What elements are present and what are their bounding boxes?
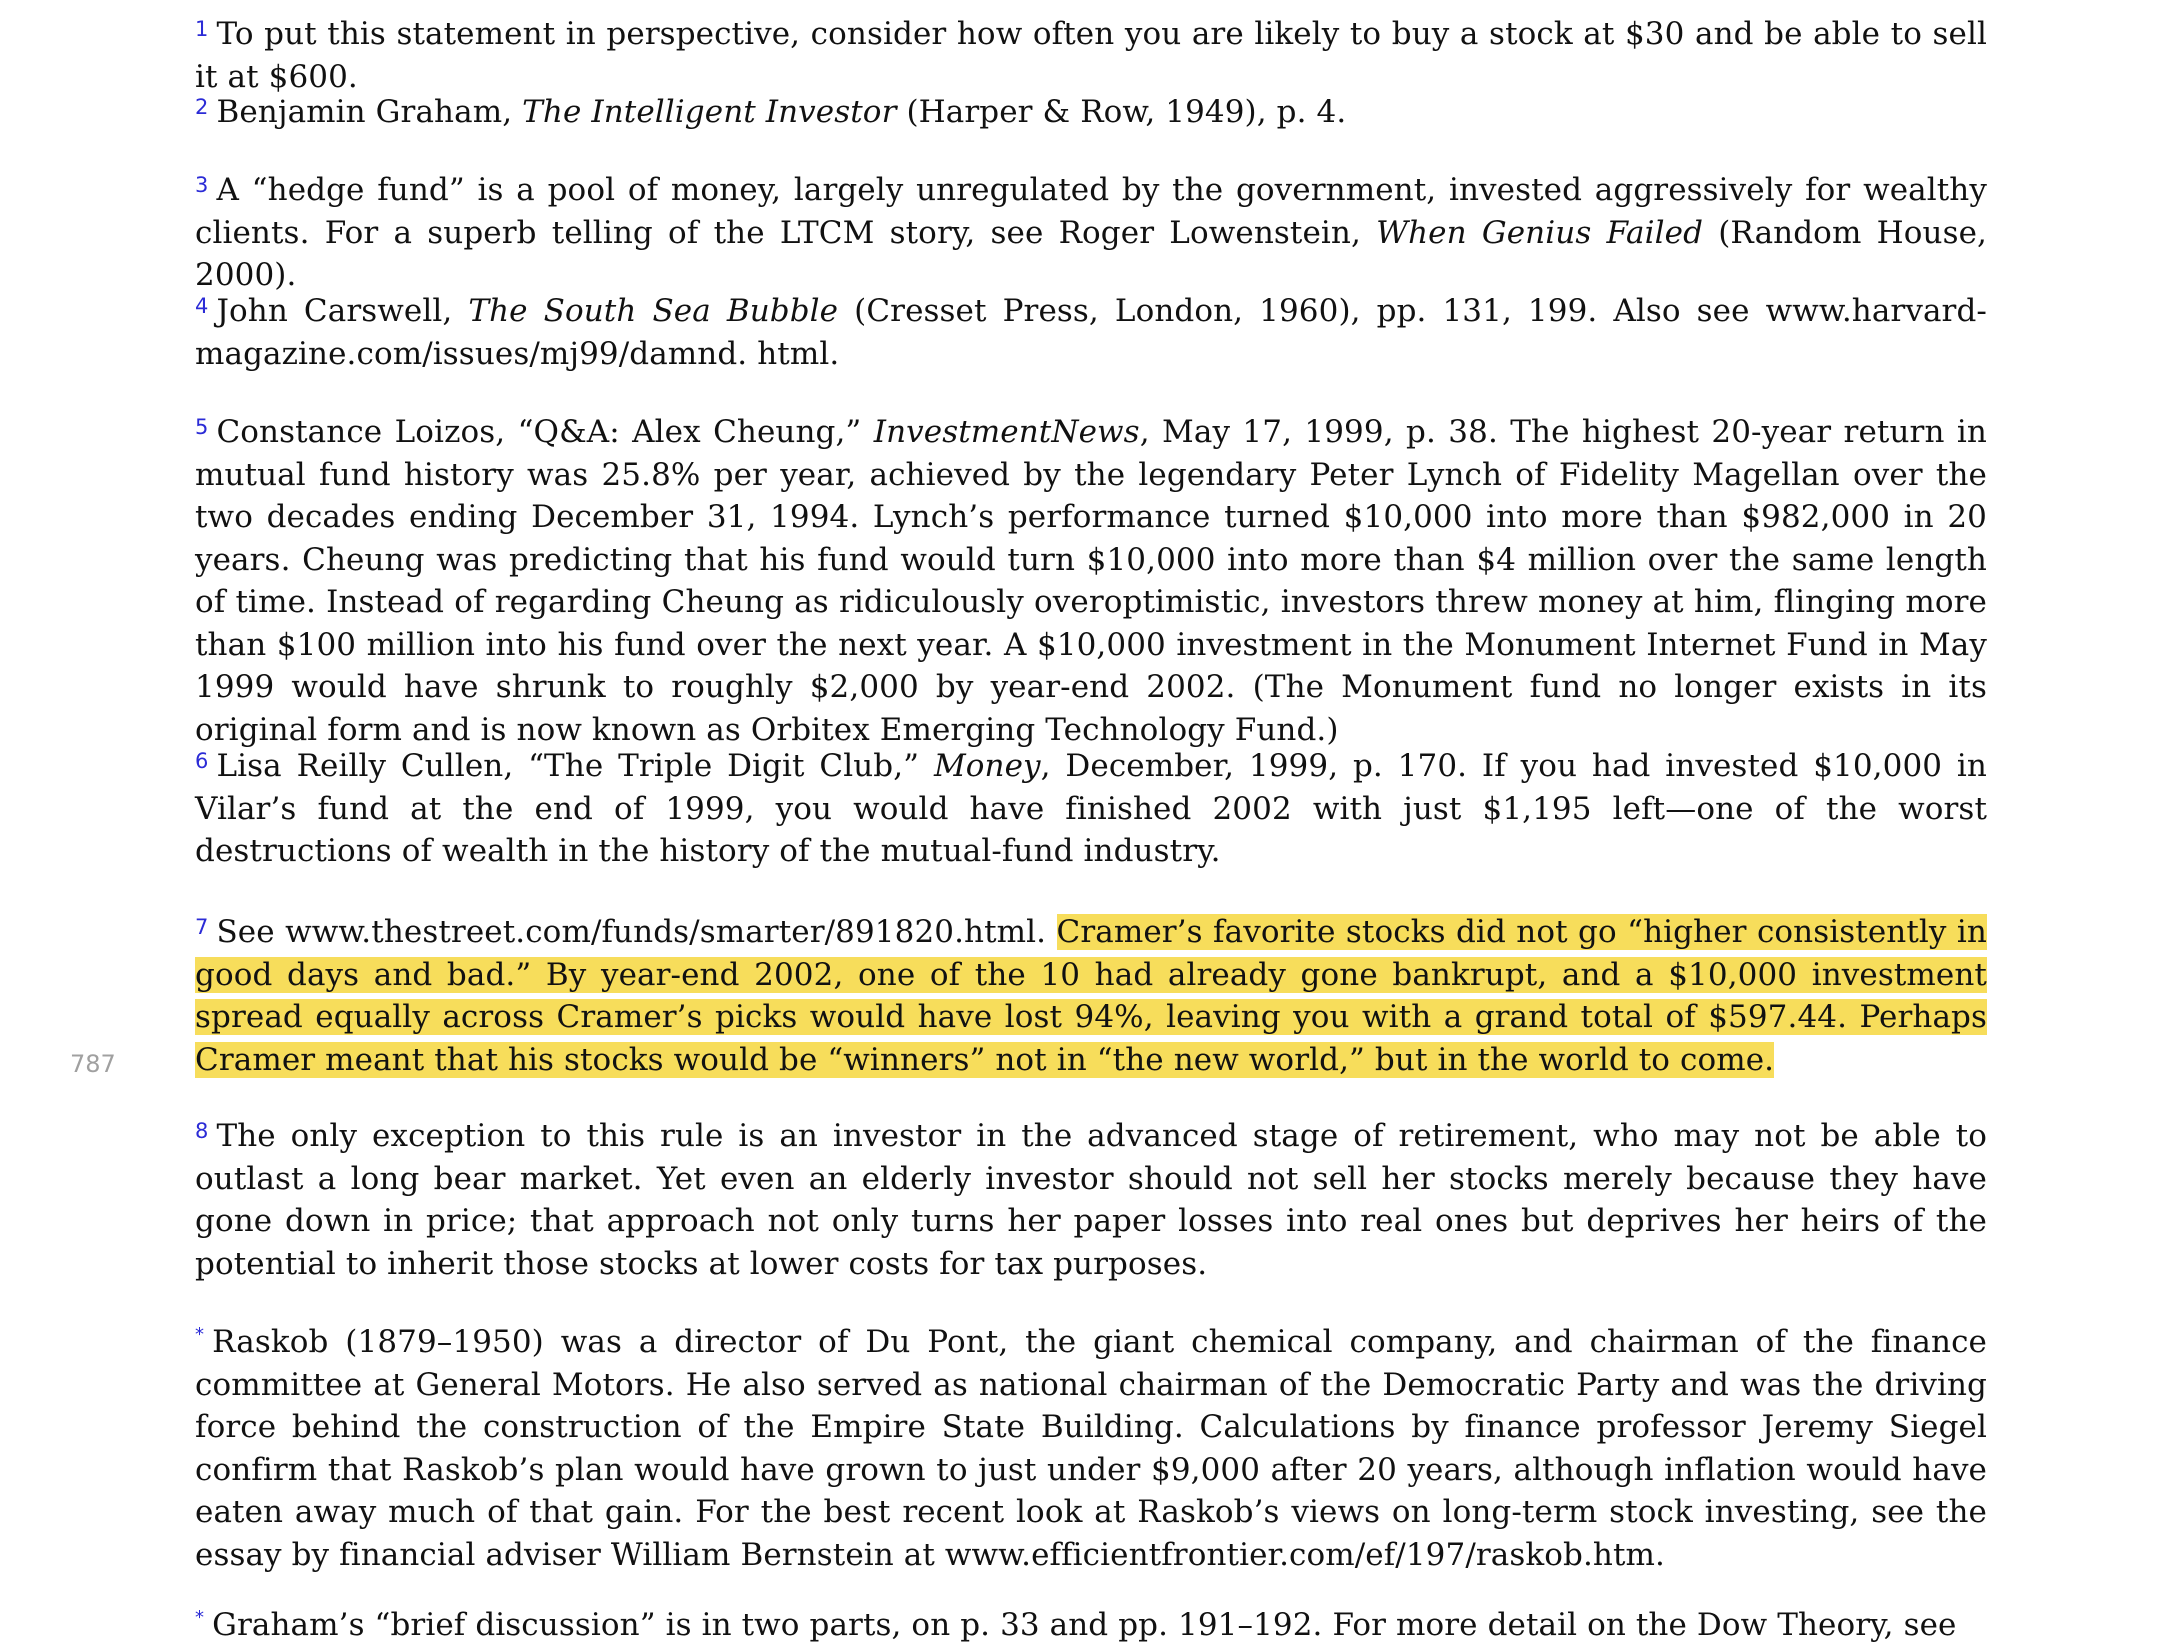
footnote-marker[interactable]: 1 <box>195 17 209 41</box>
footnote-marker[interactable]: * <box>195 1324 205 1345</box>
footnote-6 <box>195 740 1987 873</box>
footnote-text: A “hedge fund” is a pool of money, largely unregulated by the government, invested aggressively for wealthy clients. For a superb telling of the LTCM story, see Roger Lowenstein, <box>195 172 1987 251</box>
footnote-marker[interactable]: 5 <box>195 415 209 439</box>
footnote-3 <box>195 164 1987 297</box>
footnote-text: To put this statement in perspective, consider how often you are likely to buy a stock at $30 and be able to sell it at $600. <box>195 16 1987 95</box>
footnote-text: See www.thestreet.com/funds/smarter/891820.html. <box>216 914 1057 950</box>
footnote-7 <box>195 906 1987 1081</box>
footnote-marker[interactable]: * <box>195 1607 205 1628</box>
footnote-marker[interactable]: 8 <box>195 1119 209 1143</box>
highlighted-passage[interactable]: Cramer’s favorite stocks did not go “higher consistently in good days and bad.” By year-end 2002, one of the 10 had already gone bankrupt, and a $10,000 investment spread equally across Cramer’s picks would have lost 94%, leaving you with a grand total of $597.44. Perhaps Cramer meant that his stocks would be “winners” not in “the new world,” but in the world to come. <box>195 914 1987 1078</box>
footnote-8 <box>195 1110 1987 1285</box>
footnote-1 <box>195 8 1987 98</box>
footnote-text: Graham’s “brief discussion” is in two parts, on p. 33 and pp. 191–192. For more detail on the Dow Theory, see <box>212 1607 1957 1643</box>
footnote-text: John Carswell, <box>216 293 469 329</box>
footnote-text: , May 17, 1999, p. 38. The highest 20-year return in mutual fund history was 25.8% per year, achieved by the legendary Peter Lynch of Fidelity Magellan over the two decades ending December 31, 1994. Lynch’s performance turned $10,000 into more than $982,000 in 20 years. Cheung was predicting that his fund would turn $10,000 into more than $4 million over the same length of time. Instead of regarding Cheung as ridiculously overoptimistic, investors threw money at him, flinging more than $100 million into his fund over the next year. A $10,000 investment in the Monument Internet Fund in May 1999 would have shrunk to roughly $2,000 by year-end 2002. (The Monument fund no longer exists in its original form and is now known as Orbitex Emerging Technology Fund.) <box>195 414 1987 748</box>
footnote-text: (Random House, 2000). <box>195 214 1987 293</box>
footnote-text: Lisa Reilly Cullen, “The Triple Digit Club,” <box>216 748 934 784</box>
footnote-text: Raskob (1879–1950) was a director of Du Pont, the giant chemical company, and chairman of the finance committee at General Motors. He also served as national chairman of the Democratic Party and was the driving force behind the construction of the Empire State Building. Calculations by finance professor Jeremy Siegel confirm that Raskob’s plan would have grown to just under $9,000 after 20 years, although inflation would have eaten away much of that gain. For the best recent look at Raskob’s views on long-term stock investing, see the essay by financial adviser William Bernstein at www.efficientfrontier.com/ef/197/raskob.htm. <box>195 1324 1987 1573</box>
page-number: 787 <box>70 1050 116 1078</box>
footnote-text: The only exception to this rule is an investor in the advanced stage of retirement, who may not be able to outlast a long bear market. Yet even an elderly investor should not sell her stocks merely because they have gone down in price; that approach not only turns her paper losses into real ones but deprives her heirs of the potential to inherit those stocks at lower costs for tax purposes. <box>195 1118 1987 1282</box>
footnote-marker[interactable]: 7 <box>195 915 209 939</box>
footnote-4 <box>195 285 1987 375</box>
book-title: The South Sea Bubble <box>468 293 839 329</box>
publication-title: InvestmentNews <box>873 414 1140 450</box>
footnote-text: (Cresset Press, London, 1960), pp. 131, 199. Also see www.harvard-magazine.com/issues/mj99/damnd. html. <box>195 293 1987 372</box>
footnote-text: , December, 1999, p. 170. If you had invested $10,000 in Vilar’s fund at the end of 1999, you would have finished 2002 with just $1,195 left—one of the worst destructions of wealth in the history of the mutual-fund industry. <box>195 748 1987 869</box>
footnote-marker[interactable]: 3 <box>195 173 209 197</box>
book-title: The Intelligent Investor <box>522 94 897 130</box>
footnote-text: Constance Loizos, “Q&A: Alex Cheung,” <box>216 414 874 450</box>
footnote-marker[interactable]: 2 <box>195 95 209 119</box>
publication-title: Money <box>933 748 1041 784</box>
footnote-2 <box>195 86 1987 134</box>
footnote-5 <box>195 406 1987 751</box>
footnote-text: (Harper & Row, 1949), p. 4. <box>896 94 1347 130</box>
book-title: When Genius Failed <box>1376 214 1704 251</box>
footnote-marker[interactable]: 4 <box>195 294 209 318</box>
footnote-star-2 <box>195 1597 1987 1647</box>
footnote-marker[interactable]: 6 <box>195 749 209 773</box>
footnote-star-1 <box>195 1314 1987 1576</box>
footnote-text: Benjamin Graham, <box>216 94 523 130</box>
